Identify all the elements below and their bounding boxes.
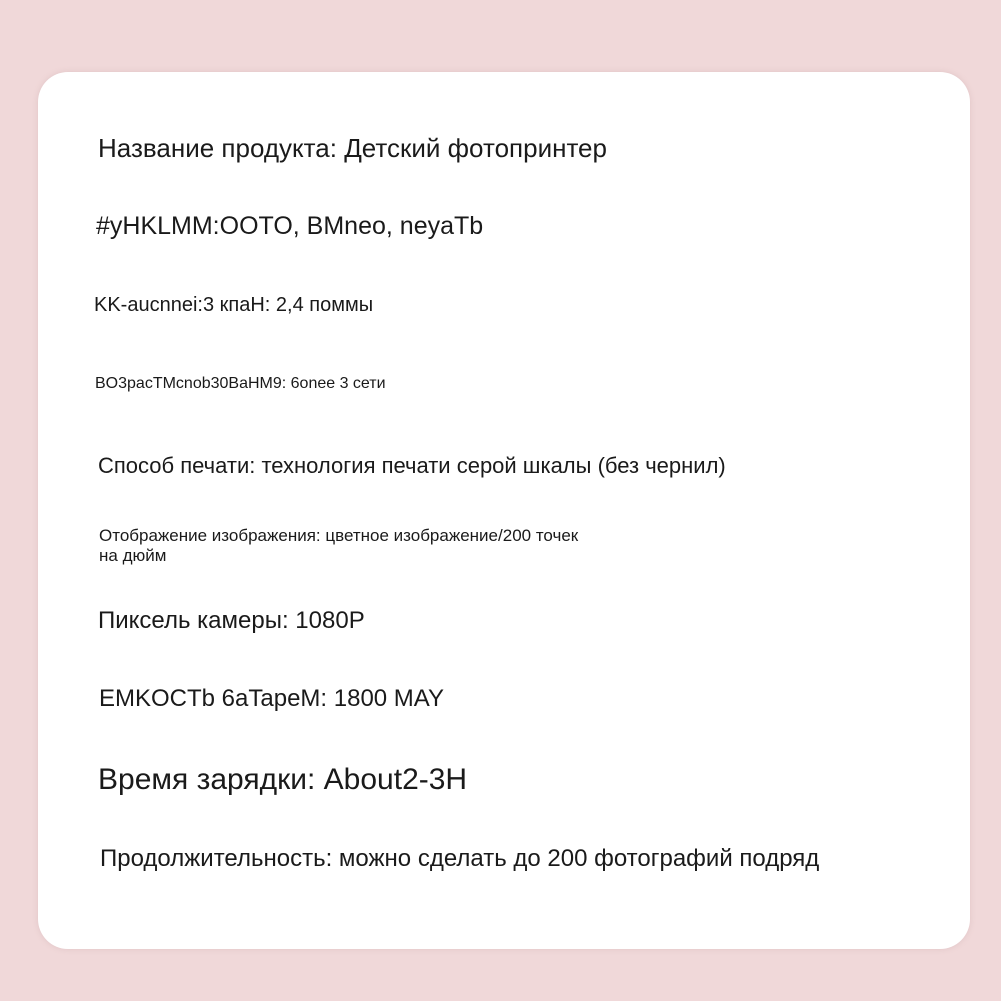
- spec-battery-capacity: EMKOCTb 6aTapeM: 1800 MAY: [99, 685, 445, 712]
- spec-functions: #yHKLMM:OOTO, BMneo, neyaTb: [96, 212, 484, 240]
- spec-camera-pixels: Пиксель камеры: 1080P: [98, 607, 365, 634]
- spec-duration: Продолжительность: можно сделать до 200 фотографий подряд: [100, 845, 820, 872]
- spec-screen-size: KK-aucnnei:3 кпаН: 2,4 поммы: [94, 294, 374, 316]
- spec-product-name: Название продукта: Детский фотопринтер: [98, 133, 607, 163]
- spec-image-display: Отображение изображения: цветное изображение/200 точек на дюйм: [99, 526, 579, 566]
- spec-age-range: BO3pacTMcnob30BaHM9: 6onee 3 сети: [95, 375, 386, 392]
- spec-print-method: Способ печати: технология печати серой шкалы (без чернил): [98, 453, 726, 478]
- spec-charging-time: Время зарядки: About2-3H: [98, 763, 468, 796]
- spec-card: [38, 72, 970, 949]
